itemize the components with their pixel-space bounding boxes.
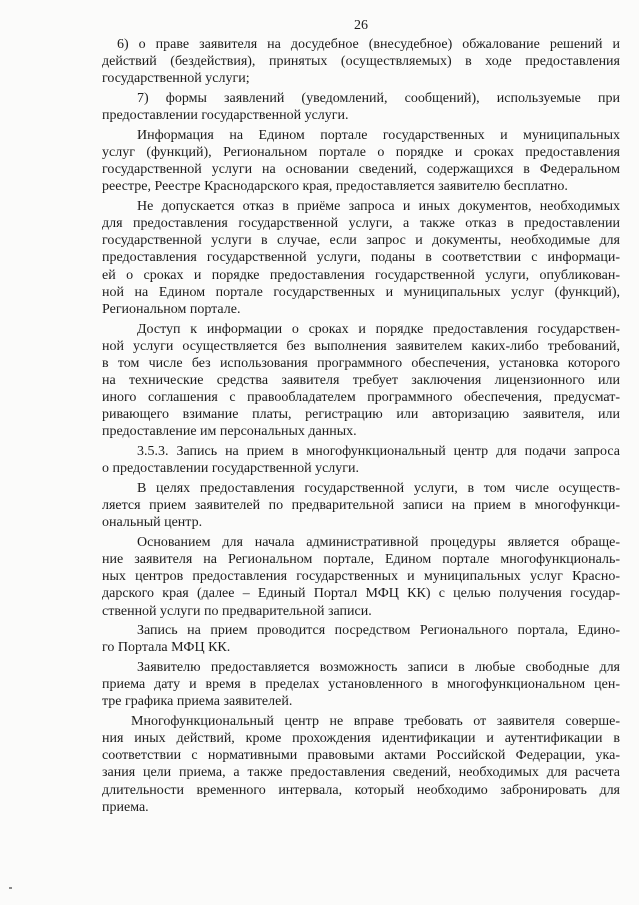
text-line: для предоставления государственной услуги, а также отказ в предоставлении <box>102 216 620 232</box>
text-line: Многофункциональный центр не вправе требовать от заявителя соверше- <box>131 713 620 729</box>
list-item-6-appeal-rights <box>102 36 620 87</box>
text-line: Не допускается отказ в приёме запроса и иных документов, необходимых <box>137 198 620 214</box>
text-line: ональный центр. <box>102 515 203 531</box>
text-line: реестре, Реестре Краснодарского края, предоставляется заявителю бесплатно. <box>102 179 568 195</box>
paragraph-appointment-channels <box>102 622 620 656</box>
text-line: го Портала МФЦ КК. <box>102 640 231 656</box>
text-line: ние заявителя на Региональном портале, Едином портале многофункциональ- <box>102 552 620 568</box>
text-line: Информация на Едином портале государственных и муниципальных <box>137 127 620 143</box>
text-line: государственной услуги; <box>102 71 250 87</box>
text-line: иного соглашения с правообладателем программного обеспечения, предусмат- <box>102 390 620 406</box>
text-line: Запись на прием проводится посредством Регионального портала, Едино- <box>137 623 620 639</box>
text-line: В целях предоставления государственной услуги, в том числе осуществ- <box>137 480 620 496</box>
paragraph-procedure-basis <box>102 534 620 620</box>
text-line: приема дату и время в пределах установленного в многофункциональном цен- <box>102 677 620 693</box>
text-line: Основанием для начала административной процедуры является обраще- <box>137 534 620 550</box>
text-line: соответствии с нормативными правовыми актами Российской Федерации, ука- <box>102 748 620 764</box>
text-line: дарского края (далее – Единый Портал МФЦ КК) с целью получения государ- <box>102 586 620 602</box>
text-line: тре графика приема заявителей. <box>102 694 293 710</box>
text-line: в том числе без использования программного обеспечения, установка которого <box>102 355 620 371</box>
text-line: 3.5.3. Запись на прием в многофункциональный центр для подачи запроса <box>137 444 620 460</box>
text-line: ей о сроках и порядке предоставления государственной услуги, опубликован- <box>102 267 620 283</box>
text-line: услуг (функций), Региональном портале о порядке и сроках предоставления <box>102 144 620 160</box>
text-line: предоставлении государственной услуги. <box>102 108 349 124</box>
text-line: о предоставлении государственной услуги. <box>102 461 360 477</box>
text-line: ной на Едином портале государственных и муниципальных услуг (функций), <box>102 284 620 300</box>
paragraph-portal-information <box>102 127 620 196</box>
page-number: 26 <box>354 18 368 33</box>
paragraph-mfc-restrictions <box>102 713 620 816</box>
paragraph-appointment-purpose <box>102 480 620 531</box>
text-line: длительности временного интервала, который необходимо забронировать для <box>102 782 620 798</box>
list-item-7-application-forms <box>102 90 620 124</box>
text-line: государственной услуги на основании сведений, содержащихся в Федеральном <box>102 162 620 178</box>
text-line: 6) о праве заявителя на досудебное (внесудебное) обжалование решений и <box>117 37 620 52</box>
text-line: ляется прием заявителей по предварительной записи на прием в многофункци- <box>102 498 620 514</box>
paragraph-no-refusal <box>102 198 620 318</box>
scan-mark <box>9 887 12 889</box>
text-line: Региональном портале. <box>102 301 241 317</box>
document-body <box>102 36 620 816</box>
text-line: ной услуги осуществляется без выполнения заявителем каких-либо требований, <box>102 338 620 354</box>
text-line: предоставление им персональных данных. <box>102 424 357 440</box>
text-line: предоставления государственной услуги, поданы в соответствии с информаци- <box>102 250 620 266</box>
text-line: Доступ к информации о сроках и порядке предоставления государствен- <box>137 321 620 337</box>
text-line: Заявителю предоставляется возможность записи в любые свободные для <box>137 659 620 675</box>
paragraph-information-access <box>102 321 620 441</box>
text-line: ных центров предоставления государственных и муниципальных услуг Красно- <box>102 569 620 585</box>
paragraph-free-slots <box>102 659 620 710</box>
text-line: государственной услуги в случае, если запрос и документы, необходимые для <box>102 233 620 249</box>
text-line: ривающего взимание платы, регистрацию или авторизацию заявителя, или <box>102 407 620 423</box>
section-heading-3-5-3 <box>102 443 620 477</box>
text-line: на технические средства заявителя требует заключения лицензионного или <box>102 372 620 388</box>
text-line: 7) формы заявлений (уведомлений, сообщений), используемые при <box>137 90 620 106</box>
text-line: ния иных действий, кроме прохождения идентификации и аутентификации в <box>102 731 620 747</box>
text-line: ственной услуги по предварительной записи. <box>102 603 372 619</box>
text-line: действий (бездействия), принятых (осуществляемых) в ходе предоставления <box>102 54 620 70</box>
text-line: зания цели приема, а также предоставления сведений, необходимых для расчета <box>102 765 620 781</box>
text-line: приема. <box>102 799 149 815</box>
